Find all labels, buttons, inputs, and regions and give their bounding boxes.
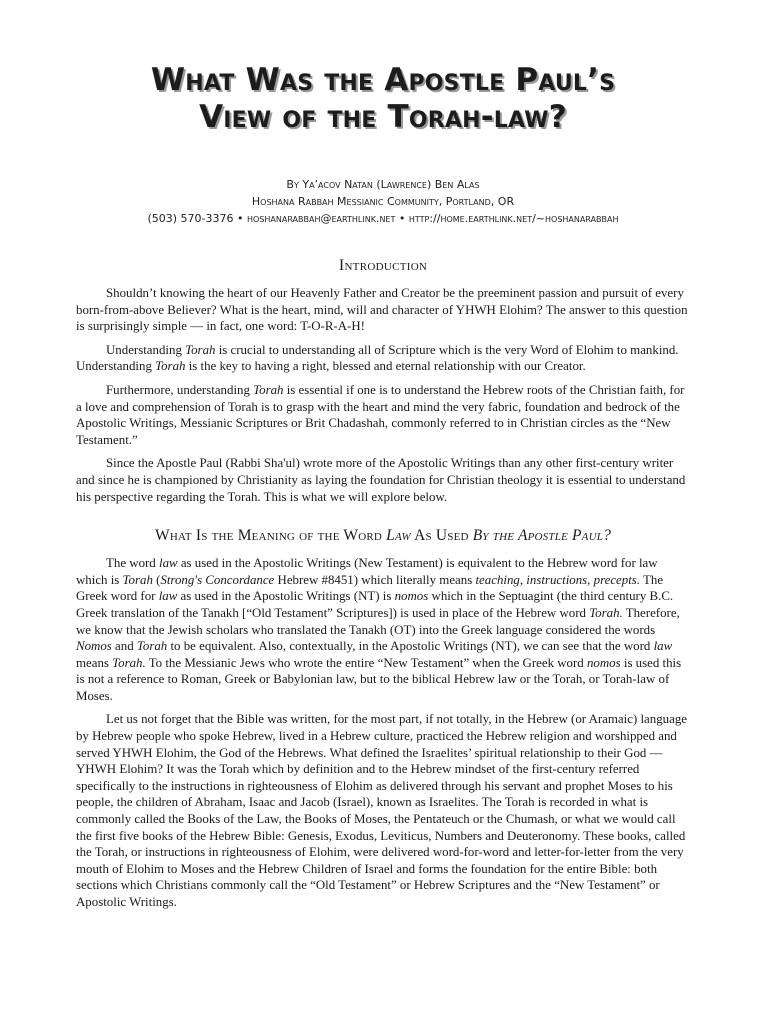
section-paragraph: Let us not forget that the Bible was written, for the most part, if not totally, in the Hebrew (or Aramaic) language by Hebrew people who spoke Hebrew, lived in a Hebrew culture, practiced the Hebrew religion and worshipped and served YHWH Elohim, the God of the Hebrews. What defined the Israelites’ spiritual relationship to their God — YHWH Elohim? It was the Torah which by definition and to the Hebrew mindset of the first-century referred specifically to the instructions in righteousness of Elohim as delivered through his servant and prophet Moses to his people, the children of Abraham, Isaac and Jacob (Israel), known as Israelites. The Torah is recorded in what is commonly called the Books of the Law, the Books of Moses, the Pentateuch or the Chumash, or what we would call the first five books of the Hebrew Bible: Genesis, Exodus, Leviticus, Numbers and Deuteronomy. These books, called the Torah, or instructions in righteousness of Elohim, were delivered word-for-word and letter-for-letter from the very mouth of Elohim to Moses and the Hebrew Children of Israel and forms the foundation for the entire Bible: both sections which Christians commonly call the “Old Testament” or Hebrew Scriptures and the “New Testament” or Apostolic Writings.	[76, 712, 687, 909]
title-line-2: View of the Torah-law?	[199, 99, 567, 135]
intro-paragraph: Furthermore, understanding Torah is essential if one is to understand the Hebrew roots of the Christian faith, for a love and comprehension of Torah is to grasp with the heart and mind the very fabric, foundation and bedrock of the Apostolic Writings, Messianic Scriptures or Brit Chadashah, commonly referred to in Christian circles as the “New Testament.”	[76, 382, 685, 447]
section-heading: What Is the Meaning of the Word Law As Used By the Apostle Paul?	[154, 527, 612, 545]
intro-paragraph: Shouldn’t knowing the heart of our Heavenly Father and Creator be the preeminent passion and pursuit of every born-from-above Believer? What is the heart, mind, will and character of YHWH Elohim? The answer to this question is surprisingly simple — in fact, one word: T-O-R-A-H!	[76, 286, 688, 334]
introduction-heading: Introduction	[338, 257, 428, 274]
byline	[76, 176, 690, 227]
introduction-body	[76, 285, 690, 505]
section-paragraph: The word law as used in the Apostolic Writings (New Testament) is equivalent to the Hebrew word for law which is Torah (Strong's Concordance Hebrew #8451) which literally means teaching, instructions, precepts. The Greek word for law as used in the Apostolic Writings (NT) is nomos which in the Septuagint (the third century B.C. Greek translation of the Tanakh [“Old Testament” Scriptures]) is used in place of the Hebrew word Torah. Therefore, we know that the Jewish scholars who translated the Tanakh (OT) into the Greek language considered the words Nomos and Torah to be equivalent. Also, contextually, in the Apostolic Writings (NT), we can see that the word law means Torah. To the Messianic Jews who wrote the entire “New Testament” when the Greek word nomos is used this is not a reference to Roman, Greek or Babylonian law, but to the biblical Hebrew law or the Torah, or Torah-law of Moses.	[76, 556, 682, 703]
section-body	[76, 555, 690, 910]
document-title	[76, 62, 690, 136]
author-line: By Ya’acov Natan (Lawrence) Ben Alas	[286, 178, 480, 191]
contact-line: (503) 570-3376 • hoshanarabbah@earthlink.net • http://home.earthlink.net/~hoshanarabbah	[147, 212, 619, 225]
organization-line: Hoshana Rabbah Messianic Community, Portland, OR	[251, 195, 515, 208]
document-page	[76, 62, 690, 918]
intro-paragraph: Understanding Torah is crucial to understanding all of Scripture which is the very Word of Elohim to mankind. Understanding Torah is the key to having a right, blessed and eternal relationship with our Creator.	[76, 342, 679, 374]
title-line-1: What Was the Apostle Paul’s	[150, 62, 616, 98]
intro-paragraph: Since the Apostle Paul (Rabbi Sha'ul) wrote more of the Apostolic Writings than any other first-century writer and since he is championed by Christianity as laying the foundation for Christian theology it is essential to understand his perspective regarding the Torah. This is what we will explore below.	[76, 456, 686, 504]
